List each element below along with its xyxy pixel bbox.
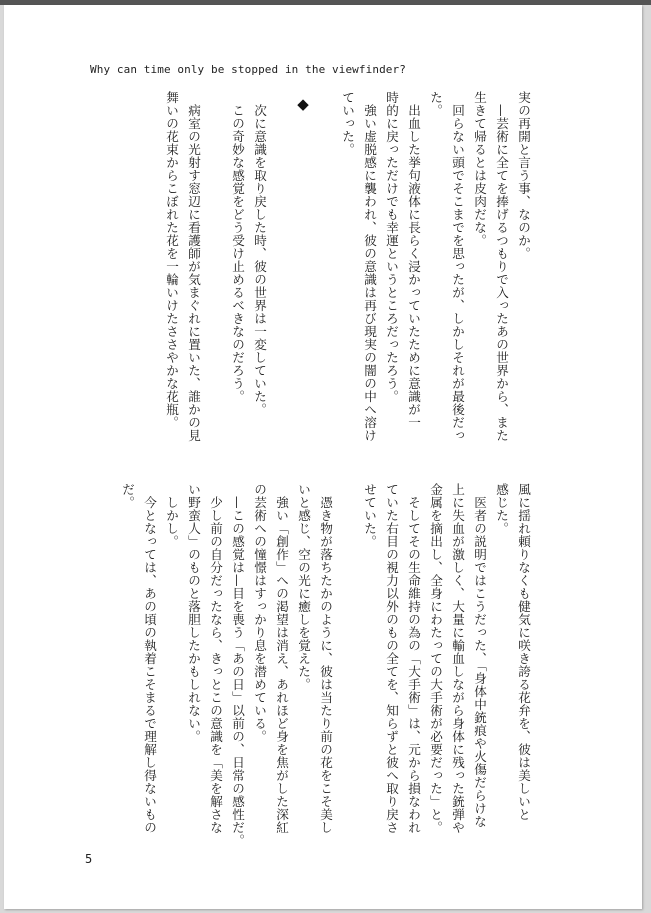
text-line: 金属を摘出し、全身にわたっての大手術が必要だった」と。: [428, 483, 443, 834]
text-line: —芸術に全てを捧げるつもりで入ったあの世界から、また: [494, 104, 509, 442]
text-line: いと感じ、空の光に癒しを覚えた。: [296, 483, 311, 691]
page-number: 5: [85, 852, 93, 866]
document-page: [4, 5, 642, 909]
text-line: の芸術への憧憬はすっかり息を潜めている。: [252, 483, 267, 743]
text-line: 次に意識を取り戻した時、彼の世界は一変していた。: [252, 104, 267, 416]
text-line: 少し前の自分だったなら、きっとこの意識を「美を解さな: [208, 496, 223, 834]
text-line: 風に揺れ頼りなくも健気に咲き誇る花弁を、彼は美しいと: [516, 483, 531, 821]
text-line: 強い「創作」への渇望は消え、あれほど身を焦がした深紅: [274, 496, 289, 834]
text-line: 出血した挙句液体に長らく浸かっていたために意識が一: [406, 104, 421, 429]
text-line: た。: [428, 91, 443, 117]
text-line: 医者の説明ではこうだった、「身体中銃痕や火傷だらけな: [472, 496, 487, 828]
text-line: —この感覚は—目を喪う「あの日」以前の、日常の感性だ。: [230, 496, 245, 847]
text-line: 病室の光射す窓辺に看護師が気まぐれに置いた、誰かの見: [186, 104, 201, 442]
text-line: 上に失血が激しく、大量に輸血しながら身体に残った銃弾や: [450, 483, 465, 834]
text-line: 回らない頭でそこまでを思ったが、しかしそれが最後だっ: [450, 104, 465, 442]
text-line: 舞いの花束からこぼれた花を一輪いけたささやかな花瓶。: [164, 91, 179, 429]
running-head: Why can time only be stopped in the viewfinder?: [90, 63, 406, 76]
text-line: しかし。: [164, 496, 179, 548]
lower-text-block: [84, 483, 534, 847]
text-line: ていた右目の視力以外のもの全てを、知らずと彼へ取り戻さ: [384, 483, 399, 834]
text-line: ていった。: [340, 91, 355, 156]
text-line: だ。: [120, 483, 135, 509]
text-line: 感じた。: [494, 483, 509, 535]
upper-text-block: [84, 91, 534, 442]
text-line: 生きて帰るとは皮肉だな。: [472, 91, 487, 247]
text-line: この奇妙な感覚をどう受け止めるべきなのだろう。: [230, 104, 245, 403]
text-line: 時的に戻っただけでも幸運というところだったろう。: [384, 91, 399, 403]
section-separator-icon: ◆: [297, 95, 309, 113]
text-line: 今となっては、あの頃の執着こそまるで理解し得ないもの: [142, 496, 157, 834]
text-line: い野蛮人」のものと落胆したかもしれない。: [186, 483, 201, 743]
text-line: 強い虚脱感に襲われ、彼の意識は再び現実の闇の中へ溶け: [362, 104, 377, 442]
text-line: 憑き物が落ちたかのように、彼は当たり前の花をこそ美し: [318, 496, 333, 834]
text-line: せていた。: [362, 483, 377, 548]
text-line: 実の再開と言う事、なのか。: [516, 91, 531, 260]
text-line: そしてその生命維持の為の「大手術」は、元から損なわれ: [406, 496, 421, 834]
